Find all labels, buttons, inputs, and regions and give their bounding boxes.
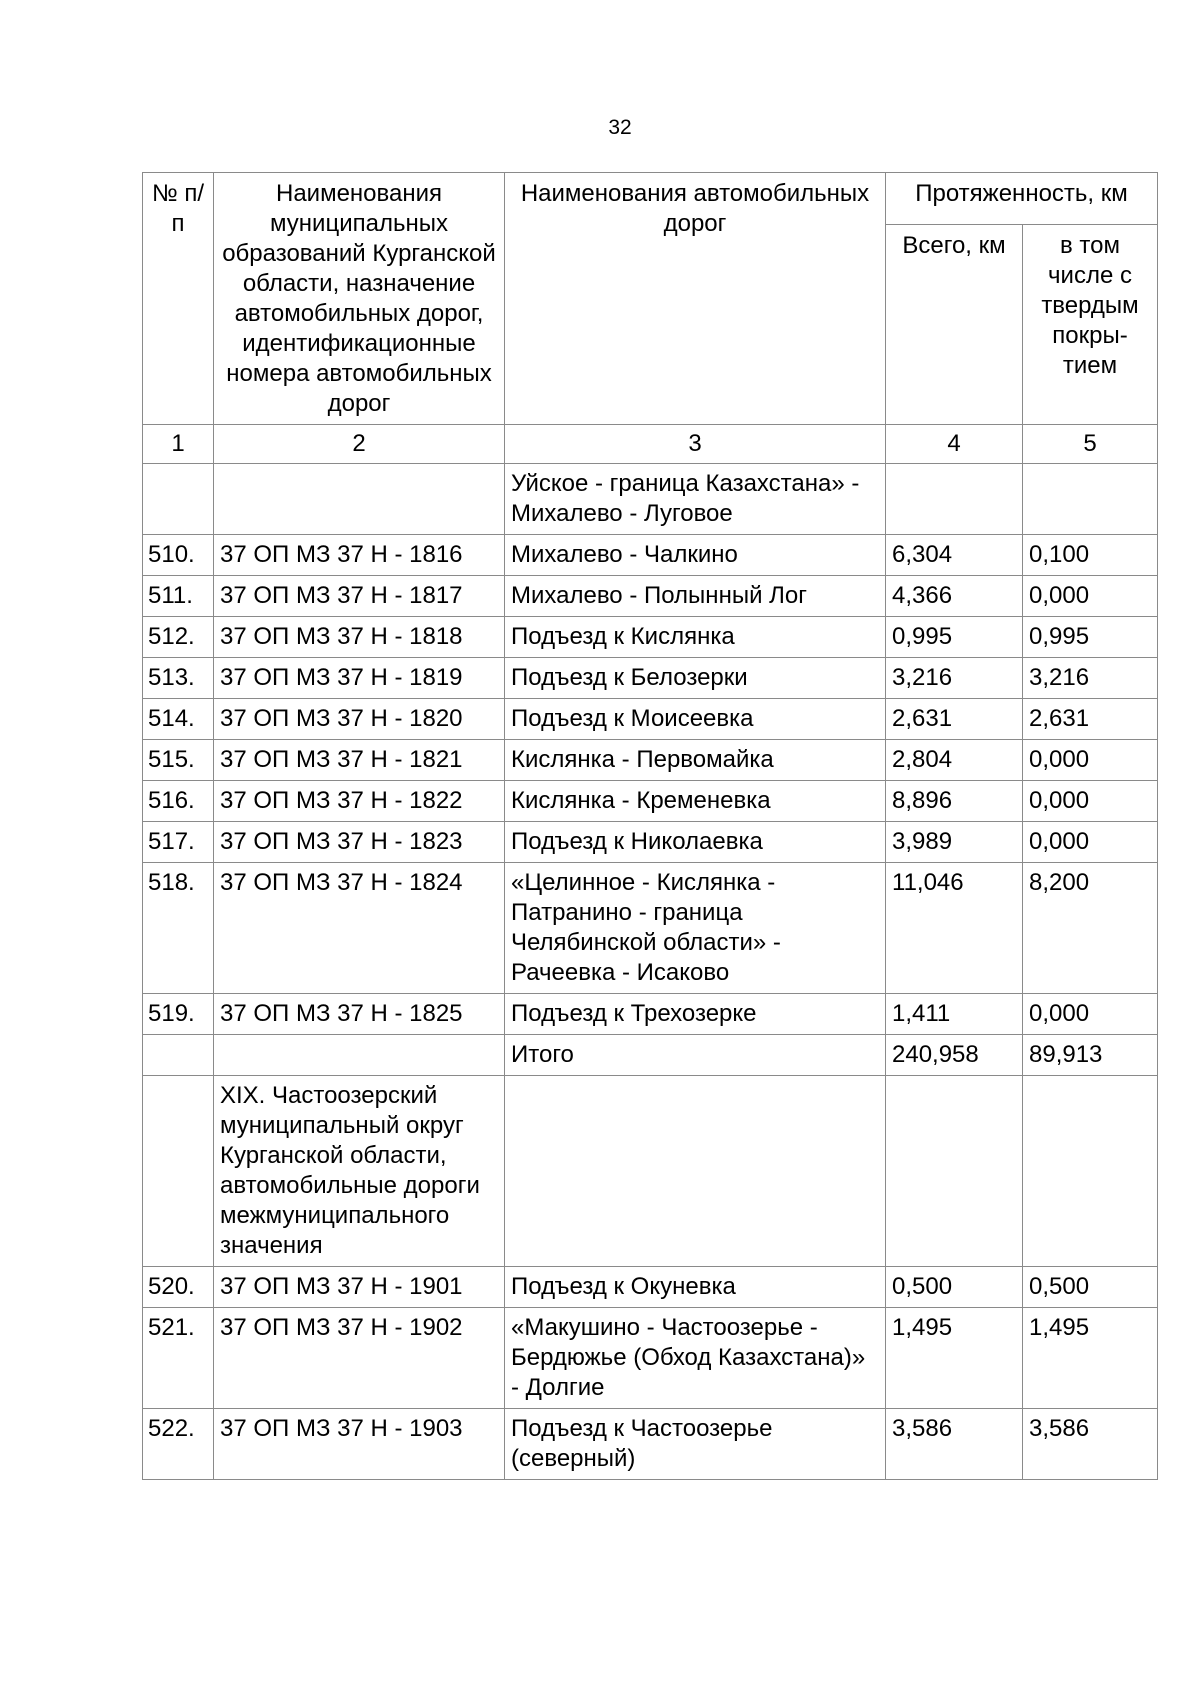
row-length-total: 11,046: [886, 863, 1023, 994]
row-road-name: Подъезд к Частоозерье (северный): [505, 1409, 886, 1480]
row-road-code: 37 ОП МЗ 37 Н - 1901: [214, 1267, 505, 1308]
row-road-code: [214, 1035, 505, 1076]
table-row: [143, 576, 1158, 617]
row-number: 510.: [143, 535, 214, 576]
row-road-code: 37 ОП МЗ 37 Н - 1825: [214, 994, 505, 1035]
table-row: [143, 1409, 1158, 1480]
table-body: [143, 425, 1158, 1480]
row-number: 521.: [143, 1308, 214, 1409]
row-number: 512.: [143, 617, 214, 658]
header-paved: в том числе с твердым покры-тием: [1023, 224, 1158, 424]
page-number: 32: [608, 116, 632, 139]
row-number: 517.: [143, 822, 214, 863]
row-number: 516.: [143, 781, 214, 822]
row-length-paved: 2,631: [1023, 699, 1158, 740]
table-row: [143, 822, 1158, 863]
row-road-code: 37 ОП МЗ 37 Н - 1818: [214, 617, 505, 658]
row-road-name: «Макушино - Частоозерье - Бердюжье (Обход Казахстана)» - Долгие: [505, 1308, 886, 1409]
table-row: [143, 535, 1158, 576]
row-length-paved: 8,200: [1023, 863, 1158, 994]
row-road-name: Михалево - Полынный Лог: [505, 576, 886, 617]
row-road-name: [505, 1076, 886, 1267]
row-number: 513.: [143, 658, 214, 699]
row-length-total: 2,631: [886, 699, 1023, 740]
row-road-code: 37 ОП МЗ 37 Н - 1902: [214, 1308, 505, 1409]
row-length-total: 3,989: [886, 822, 1023, 863]
column-number: 3: [505, 425, 886, 464]
table-row: [143, 740, 1158, 781]
row-road-name: Итого: [505, 1035, 886, 1076]
row-road-code: 37 ОП МЗ 37 Н - 1822: [214, 781, 505, 822]
row-road-code: 37 ОП МЗ 37 Н - 1821: [214, 740, 505, 781]
row-length-paved: 0,000: [1023, 822, 1158, 863]
row-length-total: 2,804: [886, 740, 1023, 781]
row-length-total: 3,216: [886, 658, 1023, 699]
row-length-paved: 0,000: [1023, 994, 1158, 1035]
row-road-name: «Целинное - Кислянка - Патранино - граница Челябинской области» - Рачеевка - Исаково: [505, 863, 886, 994]
row-number: 520.: [143, 1267, 214, 1308]
header-length-group: Протяженность, км: [886, 173, 1158, 225]
header-municipality: Наименования муниципальных образований Курганской области, назначение автомобильных дорог, идентификационные номера автомобильных дорог: [214, 173, 505, 425]
table-row: [143, 699, 1158, 740]
row-length-paved: 3,586: [1023, 1409, 1158, 1480]
row-road-name: Уйское - граница Казахстана» - Михалево - Луговое: [505, 464, 886, 535]
row-length-paved: 0,100: [1023, 535, 1158, 576]
row-road-code: [214, 464, 505, 535]
table-row: [143, 1267, 1158, 1308]
row-number: 519.: [143, 994, 214, 1035]
row-number: 515.: [143, 740, 214, 781]
row-number: 518.: [143, 863, 214, 994]
column-number: 4: [886, 425, 1023, 464]
row-road-name: Подъезд к Моисеевка: [505, 699, 886, 740]
row-number: 522.: [143, 1409, 214, 1480]
row-length-total: 4,366: [886, 576, 1023, 617]
table-row: [143, 994, 1158, 1035]
row-number: [143, 1035, 214, 1076]
row-length-total: 1,411: [886, 994, 1023, 1035]
row-road-name: Подъезд к Белозерки: [505, 658, 886, 699]
row-road-code: 37 ОП МЗ 37 Н - 1824: [214, 863, 505, 994]
row-length-paved: 89,913: [1023, 1035, 1158, 1076]
row-length-paved: 0,500: [1023, 1267, 1158, 1308]
row-road-name: Подъезд к Окуневка: [505, 1267, 886, 1308]
table-row: [143, 1035, 1158, 1076]
table-row: [143, 863, 1158, 994]
row-road-code: 37 ОП МЗ 37 Н - 1903: [214, 1409, 505, 1480]
column-number: 2: [214, 425, 505, 464]
table-row: [143, 464, 1158, 535]
row-length-total: [886, 1076, 1023, 1267]
row-road-name: Подъезд к Кислянка: [505, 617, 886, 658]
table-row: [143, 658, 1158, 699]
row-length-paved: 3,216: [1023, 658, 1158, 699]
table-row: [143, 1076, 1158, 1267]
row-road-name: Подъезд к Николаевка: [505, 822, 886, 863]
row-road-code: 37 ОП МЗ 37 Н - 1816: [214, 535, 505, 576]
row-length-paved: [1023, 464, 1158, 535]
row-road-name: Михалево - Чалкино: [505, 535, 886, 576]
row-length-paved: 0,000: [1023, 740, 1158, 781]
row-length-paved: 1,495: [1023, 1308, 1158, 1409]
row-length-total: 6,304: [886, 535, 1023, 576]
row-length-total: 240,958: [886, 1035, 1023, 1076]
row-length-paved: [1023, 1076, 1158, 1267]
row-road-name: Кислянка - Кременевка: [505, 781, 886, 822]
column-numbers-row: [143, 425, 1158, 464]
row-length-total: [886, 464, 1023, 535]
header-number: № п/п: [143, 173, 214, 425]
row-road-name: Кислянка - Первомайка: [505, 740, 886, 781]
row-road-code: 37 ОП МЗ 37 Н - 1819: [214, 658, 505, 699]
column-number: 1: [143, 425, 214, 464]
row-length-total: 8,896: [886, 781, 1023, 822]
header-road-name: Наименования автомобильных дорог: [505, 173, 886, 425]
row-road-code: 37 ОП МЗ 37 Н - 1823: [214, 822, 505, 863]
row-number: [143, 1076, 214, 1267]
row-number: 511.: [143, 576, 214, 617]
row-length-total: 0,995: [886, 617, 1023, 658]
row-number: [143, 464, 214, 535]
row-road-name: Подъезд к Трехозерке: [505, 994, 886, 1035]
header-total: Всего, км: [886, 224, 1023, 424]
row-road-code: 37 ОП МЗ 37 Н - 1820: [214, 699, 505, 740]
roads-table: [142, 172, 1158, 1480]
row-length-total: 1,495: [886, 1308, 1023, 1409]
column-number: 5: [1023, 425, 1158, 464]
table-row: [143, 617, 1158, 658]
row-road-code: 37 ОП МЗ 37 Н - 1817: [214, 576, 505, 617]
row-length-paved: 0,995: [1023, 617, 1158, 658]
row-road-code: XIX. Частоозерский муниципальный округ Курганской области, автомобильные дороги межмуниципального значения: [214, 1076, 505, 1267]
row-number: 514.: [143, 699, 214, 740]
table-row: [143, 1308, 1158, 1409]
row-length-paved: 0,000: [1023, 781, 1158, 822]
row-length-total: 0,500: [886, 1267, 1023, 1308]
row-length-paved: 0,000: [1023, 576, 1158, 617]
table-row: [143, 781, 1158, 822]
row-length-total: 3,586: [886, 1409, 1023, 1480]
header-row: [143, 173, 1158, 225]
